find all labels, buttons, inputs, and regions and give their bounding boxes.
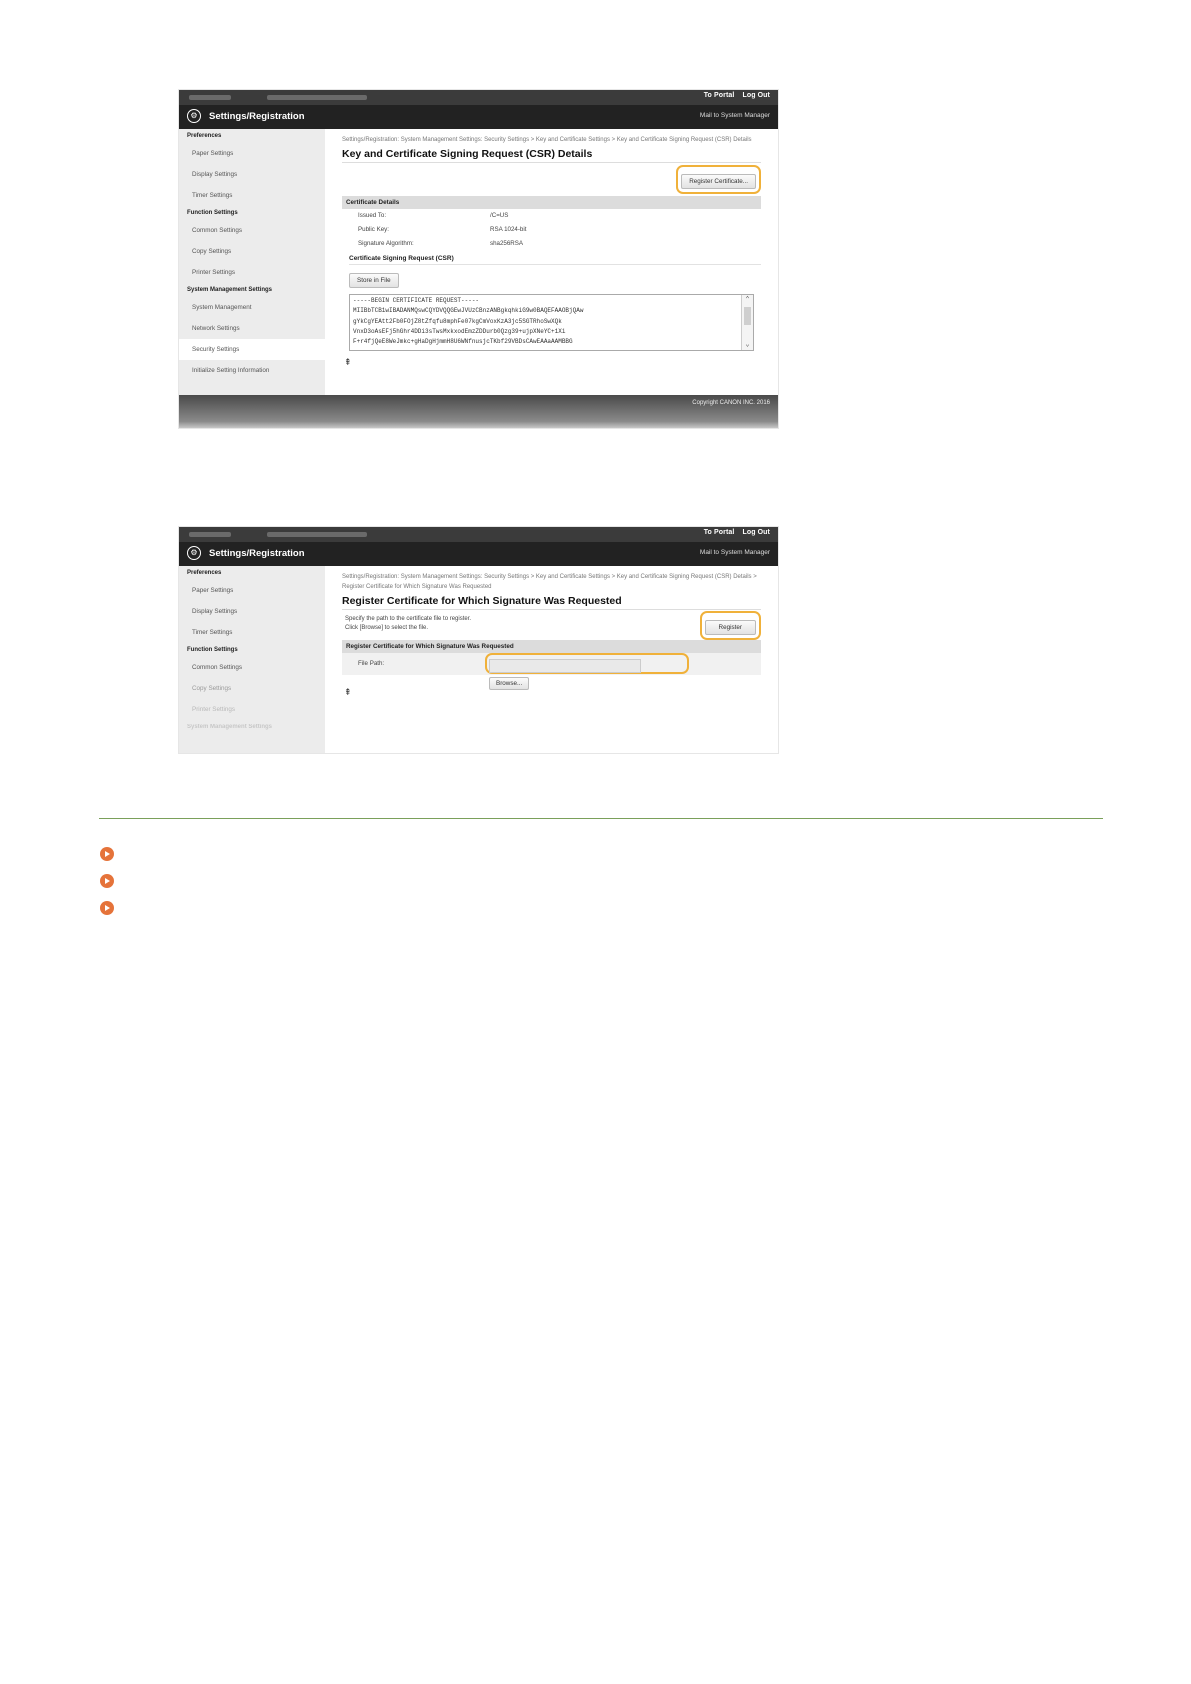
copyright: Copyright CANON INC. 2016: [692, 400, 770, 406]
csr-scrollbar[interactable]: [741, 295, 753, 350]
back-to-top-icon[interactable]: ⇞: [344, 357, 352, 367]
log-out-link[interactable]: Log Out: [742, 529, 770, 536]
sidebar-item-printer-settings[interactable]: Printer Settings: [192, 706, 236, 713]
main-content: [325, 129, 778, 428]
csr-line: -----BEGIN CERTIFICATE REQUEST-----: [353, 297, 480, 304]
instruction-line: Click [Browse] to select the file.: [345, 624, 429, 631]
blurred-model-name: [267, 532, 367, 537]
log-out-link[interactable]: Log Out: [742, 92, 770, 99]
highlight-ring: [485, 653, 689, 688]
register-certificate-section: Register Certificate for Which Signature Was Requested: [342, 640, 761, 653]
sidebar-item-paper-settings[interactable]: Paper Settings: [192, 150, 234, 157]
title-bar: [179, 542, 778, 566]
browse-button[interactable]: Browse...: [489, 677, 529, 690]
csr-textarea[interactable]: [349, 294, 754, 351]
sidebar-heading-system-management-settings: System Management Settings: [187, 287, 273, 293]
sidebar-heading-preferences: Preferences: [187, 133, 222, 139]
csr-line: gYkCgYEAtt2Fb0FOjZ8tZfqfu8mphFe07kgCmVoxKzA3jc5SGTRhoSwXQk: [353, 317, 562, 325]
to-portal-link[interactable]: To Portal: [703, 529, 735, 536]
public-key-row: [342, 223, 761, 237]
sidebar-heading-preferences: Preferences: [187, 570, 222, 576]
sidebar-item-paper-settings[interactable]: Paper Settings: [192, 587, 234, 594]
sidebar-item-copy-settings[interactable]: Copy Settings: [192, 685, 232, 692]
related-link-arrow-icon[interactable]: [100, 901, 114, 915]
page-title: Register Certificate for Which Signature Was Requested: [342, 595, 761, 610]
csr-line: VnxD3oAsEFj5hGhr4DDi3sTwsMxkxodEmzZDDurb0Qzg39+ujpXNeYC+1Xi: [353, 327, 566, 335]
signature-algorithm-label: Signature Algorithm:: [358, 240, 414, 247]
blurred-device-name: [189, 532, 231, 537]
sidebar: [179, 566, 325, 753]
sidebar-item-printer-settings[interactable]: Printer Settings: [192, 269, 236, 276]
certificate-details-section: Certificate Details: [342, 196, 761, 209]
sidebar-item-display-settings[interactable]: Display Settings: [192, 608, 238, 615]
sidebar-item-system-management[interactable]: System Management: [192, 304, 252, 311]
sidebar-item-display-settings[interactable]: Display Settings: [192, 171, 238, 178]
csr-line: MIIBbTCB1wIBADANMQswCQYDVQQGEwJVUzCBnzANBgkqhkiG9w0BAQEFAAOBjQAw: [353, 307, 584, 315]
related-link-arrow-icon[interactable]: [100, 847, 114, 861]
csr-heading: Certificate Signing Request (CSR): [349, 255, 761, 265]
signature-algorithm-value: sha256RSA: [490, 240, 524, 247]
scrollbar-thumb[interactable]: [744, 307, 751, 325]
settings-gear-icon: ⚙: [187, 546, 201, 560]
settings-gear-icon: ⚙: [187, 109, 201, 123]
instruction-line: Specify the path to the certificate file to register.: [345, 616, 472, 622]
file-path-input[interactable]: [489, 659, 641, 673]
sidebar-item-timer-settings[interactable]: Timer Settings: [192, 629, 233, 636]
highlight-ring: [676, 165, 761, 194]
scroll-up-arrow-icon[interactable]: ⌃: [745, 296, 750, 304]
title-bar: [179, 105, 778, 129]
breadcrumb: Settings/Registration: System Management Settings: Security Settings > Key and Certificate Settings > Key and Certificate Signing Request (CSR) Details > Register Certificate for Which Signature Was Requested: [342, 574, 757, 590]
csr-line: F+r4fjQeE8WeJmkc+gHaDgHjmmH8U6WNfnusjcTKbf29VBDsCAwEAAaAAMBBG: [353, 338, 573, 346]
sidebar-item-copy-settings[interactable]: Copy Settings: [192, 248, 232, 255]
sidebar-item-network-settings[interactable]: Network Settings: [192, 325, 240, 332]
issued-to-value: /C=US: [490, 212, 509, 219]
app-title: Settings/Registration: [209, 111, 305, 122]
blurred-model-name: [267, 95, 367, 100]
blurred-device-name: [189, 95, 231, 100]
register-certificate-button[interactable]: Register Certificate...: [681, 174, 756, 189]
sidebar-item-common-settings[interactable]: Common Settings: [192, 227, 243, 234]
file-path-label: File Path:: [358, 660, 385, 667]
to-portal-link[interactable]: To Portal: [703, 92, 735, 99]
sidebar-heading-function-settings: Function Settings: [187, 647, 238, 653]
highlight-ring: [700, 611, 761, 640]
register-button[interactable]: Register: [705, 620, 756, 635]
section-divider: [99, 818, 1103, 819]
screenshot-register-certificate: [179, 527, 778, 753]
screenshot-csr-details: [179, 90, 778, 428]
issued-to-label: Issued To:: [358, 212, 387, 219]
sidebar-heading-system-management-settings: System Management Settings: [187, 724, 273, 730]
mail-to-system-manager-link[interactable]: Mail to System Manager: [699, 549, 770, 556]
sidebar-item-initialize-setting-information[interactable]: Initialize Setting Information: [192, 367, 270, 374]
main-content: [325, 566, 778, 753]
sidebar-item-security-settings[interactable]: Security Settings: [179, 339, 325, 360]
signature-algorithm-row: [342, 237, 761, 251]
sidebar-item-timer-settings[interactable]: Timer Settings: [192, 192, 233, 199]
public-key-value: RSA 1024-bit: [490, 226, 527, 233]
related-link-arrow-icon[interactable]: [100, 874, 114, 888]
public-key-label: Public Key:: [358, 226, 389, 233]
app-title: Settings/Registration: [209, 548, 305, 559]
top-bar: [179, 527, 778, 542]
back-to-top-icon[interactable]: ⇞: [344, 687, 352, 697]
sidebar-heading-function-settings: Function Settings: [187, 210, 238, 216]
mail-to-system-manager-link[interactable]: Mail to System Manager: [699, 112, 770, 119]
top-bar: [179, 90, 778, 105]
page-title: Key and Certificate Signing Request (CSR) Details: [342, 148, 761, 163]
scroll-down-arrow-icon[interactable]: ⌄: [745, 340, 750, 349]
store-in-file-button[interactable]: Store in File: [349, 273, 399, 288]
sidebar: [179, 129, 325, 428]
footer: [179, 395, 778, 428]
breadcrumb: Settings/Registration: System Management Settings: Security Settings > Key and Certificate Settings > Key and Certificate Signing Request (CSR) Details: [342, 137, 752, 143]
sidebar-item-common-settings[interactable]: Common Settings: [192, 664, 243, 671]
issued-to-row: [342, 209, 761, 223]
